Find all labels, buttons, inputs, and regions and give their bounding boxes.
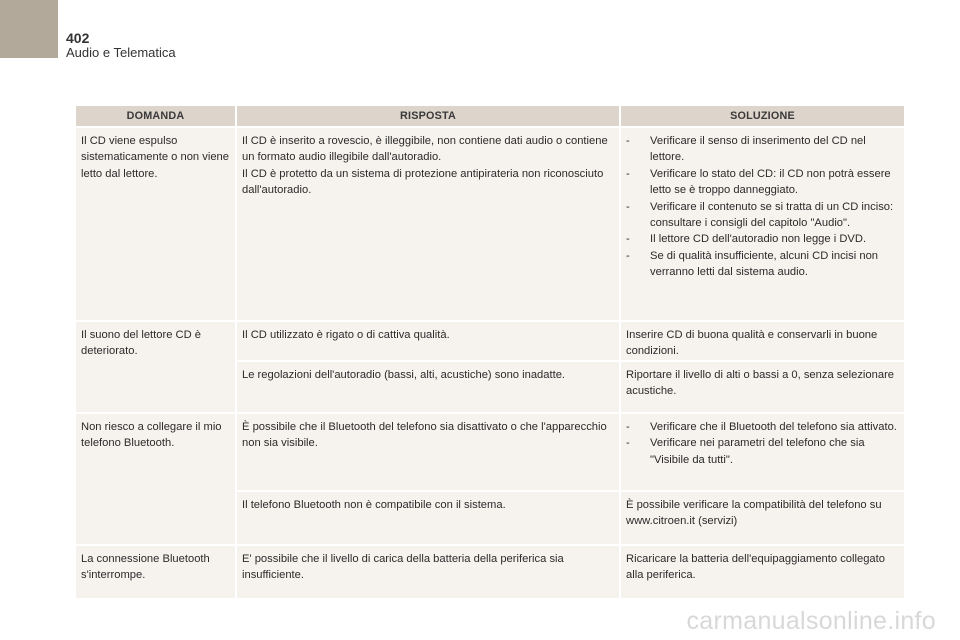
bullet-dash: - (626, 421, 630, 433)
answer-line: Il CD è inserito a rovescio, è illeggibile, non contiene dati audio o contiene un formato audio illegibile dall'autoradio. (242, 135, 608, 164)
bullet-dash: - (626, 200, 630, 213)
table-row (76, 545, 904, 599)
answer-cell: È possibile che il Bluetooth del telefono sia disattivato o che l'apparecchio non sia visibile. (236, 413, 620, 491)
solution-cell (620, 413, 904, 491)
section-title: Audio e Telematica (66, 45, 176, 60)
column-header-risposta: RISPOSTA (236, 106, 620, 127)
question-cell: Il CD viene espulso sistematicamente o non viene letto dal lettore. (76, 127, 236, 321)
bullet-dash: - (626, 437, 630, 450)
answer-cell: E' possibile che il livello di carica della batteria della periferica sia insufficiente. (236, 545, 620, 599)
watermark-text: carmanualsonline.info (686, 607, 936, 635)
solution-list (626, 133, 898, 281)
column-header-domanda: DOMANDA (76, 106, 236, 127)
list-item (626, 166, 898, 199)
page-number: 402 (66, 30, 90, 46)
answer-cell: Il telefono Bluetooth non è compatibile con il sistema. (236, 491, 620, 545)
table-row (76, 127, 904, 321)
list-item (626, 133, 898, 166)
list-item-text: Verificare il contenuto se si tratta di un CD inciso: consultare i consigli del capitolo "Audio". (650, 200, 894, 230)
answer-line: Il CD è protetto da un sistema di protezione antipirateria non riconosciuto dall'autoradio. (242, 167, 604, 197)
bullet-dash: - (626, 249, 630, 262)
list-item-text: Verificare che il Bluetooth del telefono sia attivato. (650, 421, 897, 433)
table-row (76, 413, 904, 491)
solution-cell (620, 127, 904, 321)
answer-cell: Le regolazioni dell'autoradio (bassi, alti, acustiche) sono inadatte. (236, 361, 620, 413)
corner-tab (0, 0, 58, 58)
solution-list (626, 419, 898, 468)
solution-cell: Inserire CD di buona qualità e conservarli in buone condizioni. (620, 321, 904, 361)
list-item-text: Se di qualità insufficiente, alcuni CD incisi non verranno letti dal sistema audio. (650, 249, 879, 279)
troubleshooting-table (76, 106, 904, 600)
table-header-row (76, 106, 904, 127)
bullet-dash: - (626, 167, 630, 180)
list-item-text: Verificare lo stato del CD: il CD non potrà essere letto se è troppo danneggiato. (650, 167, 891, 197)
list-item (626, 248, 898, 281)
list-item (626, 435, 898, 468)
solution-cell: Ricaricare la batteria dell'equipaggiamento collegato alla periferica. (620, 545, 904, 599)
question-cell: La connessione Bluetooth s'interrompe. (76, 545, 236, 599)
list-item-text: Il lettore CD dell'autoradio non legge i DVD. (650, 233, 867, 246)
list-item-text: Verificare nei parametri del telefono che sia "Visibile da tutti". (650, 437, 865, 466)
solution-cell: Riportare il livello di alti o bassi a 0, senza selezionare acustiche. (620, 361, 904, 413)
bullet-dash: - (626, 233, 630, 246)
list-item-text: Verificare il senso di inserimento del CD nel lettore. (650, 135, 866, 164)
question-cell: Non riesco a collegare il mio telefono Bluetooth. (76, 413, 236, 545)
question-cell: Il suono del lettore CD è deteriorato. (76, 321, 236, 413)
answer-cell: Il CD utilizzato è rigato o di cattiva qualità. (236, 321, 620, 361)
table-row (76, 321, 904, 361)
list-item (626, 199, 898, 232)
list-item (626, 419, 898, 435)
answer-cell (236, 127, 620, 321)
bullet-dash: - (626, 135, 630, 147)
column-header-soluzione: SOLUZIONE (620, 106, 904, 127)
solution-cell: È possibile verificare la compatibilità del telefono su www.citroen.it (servizi) (620, 491, 904, 545)
list-item (626, 231, 898, 247)
